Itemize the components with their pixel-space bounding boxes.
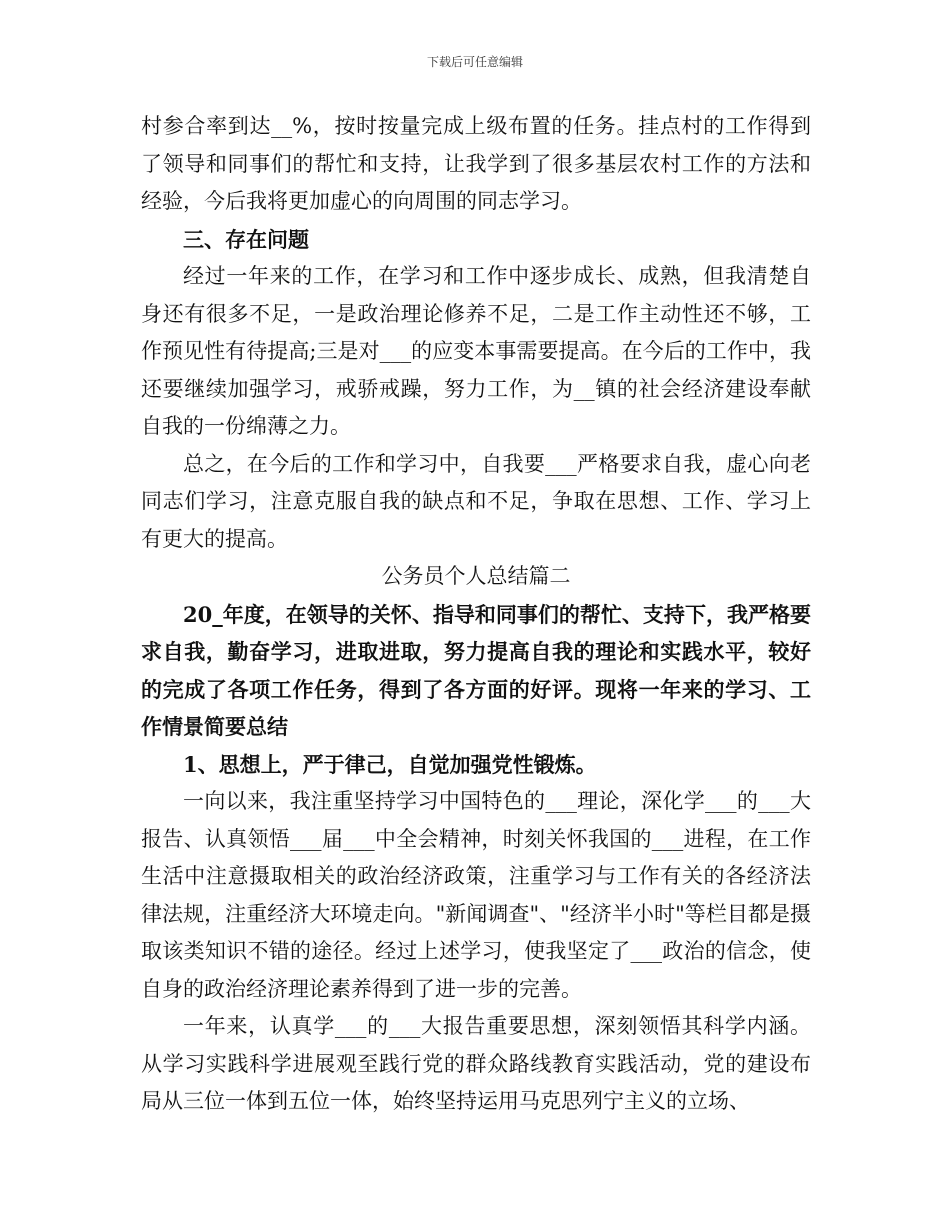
header-note: 下载后可任意编辑	[426, 55, 523, 69]
paragraph: 一年来，认真学___的___大报告重要思想，深刻领悟其科学内涵。从学习实践科学进展观至践行党的群众路线教育实践活动，党的建设布局从三位一体到五位一体，始终坚持运用马克思列宁主义的立场、	[141, 1014, 811, 1113]
document-body	[141, 108, 811, 1121]
section-heading: 三、存在问题	[183, 226, 309, 252]
section-heading: 1、思想上，严于律己，自觉加强党性锻炼。	[183, 751, 597, 777]
intro-paragraph: 20_年度，在领导的关怀、指导和同事们的帮忙、支持下，我严格要求自我，勤奋学习，进取进取，努力提高自我的理论和实践水平，较好的完成了各项工作任务，得到了各方面的好评。现将一年来的学习、工作情景简要总结	[141, 601, 811, 739]
article-title: 公务员个人总结篇二	[381, 564, 571, 588]
paragraph: 总之，在今后的工作和学习中，自我要___严格要求自我，虚心向老同志们学习，注意克服自我的缺点和不足，争取在思想、工作、学习上有更大的提高。	[141, 451, 811, 551]
paragraph: 经过一年来的工作，在学习和工作中逐步成长、成熟，但我清楚自身还有很多不足，一是政治理论修养不足，二是工作主动性还不够，工作预见性有待提高;三是对___的应变本事需要提高。在今后的工作中，我还要继续加强学习，戒骄戒躁，努力工作，为__镇的社会经济建设奉献自我的一份绵薄之力。	[141, 264, 811, 438]
paragraph: 村参合率到达__%，按时按量完成上级布置的任务。挂点村的工作得到了领导和同事们的帮忙和支持，让我学到了很多基层农村工作的方法和经验，今后我将更加虚心的向周围的同志学习。	[141, 114, 811, 213]
paragraph: 一向以来，我注重坚持学习中国特色的___理论，深化学___的___大报告、认真领悟___届___中全会精神，时刻关怀我国的___进程，在工作生活中注意摄取相关的政治经济政策，注重学习与工作有关的各经济法律法规，注重经济大环境走向。"新闻调查"、"经济半小时"等栏目都是摄取该类知识不错的途径。经过上述学习，使我坚定了___政治的信念，使自身的政治经济理论素养得到了进一步的完善。	[141, 789, 811, 1001]
